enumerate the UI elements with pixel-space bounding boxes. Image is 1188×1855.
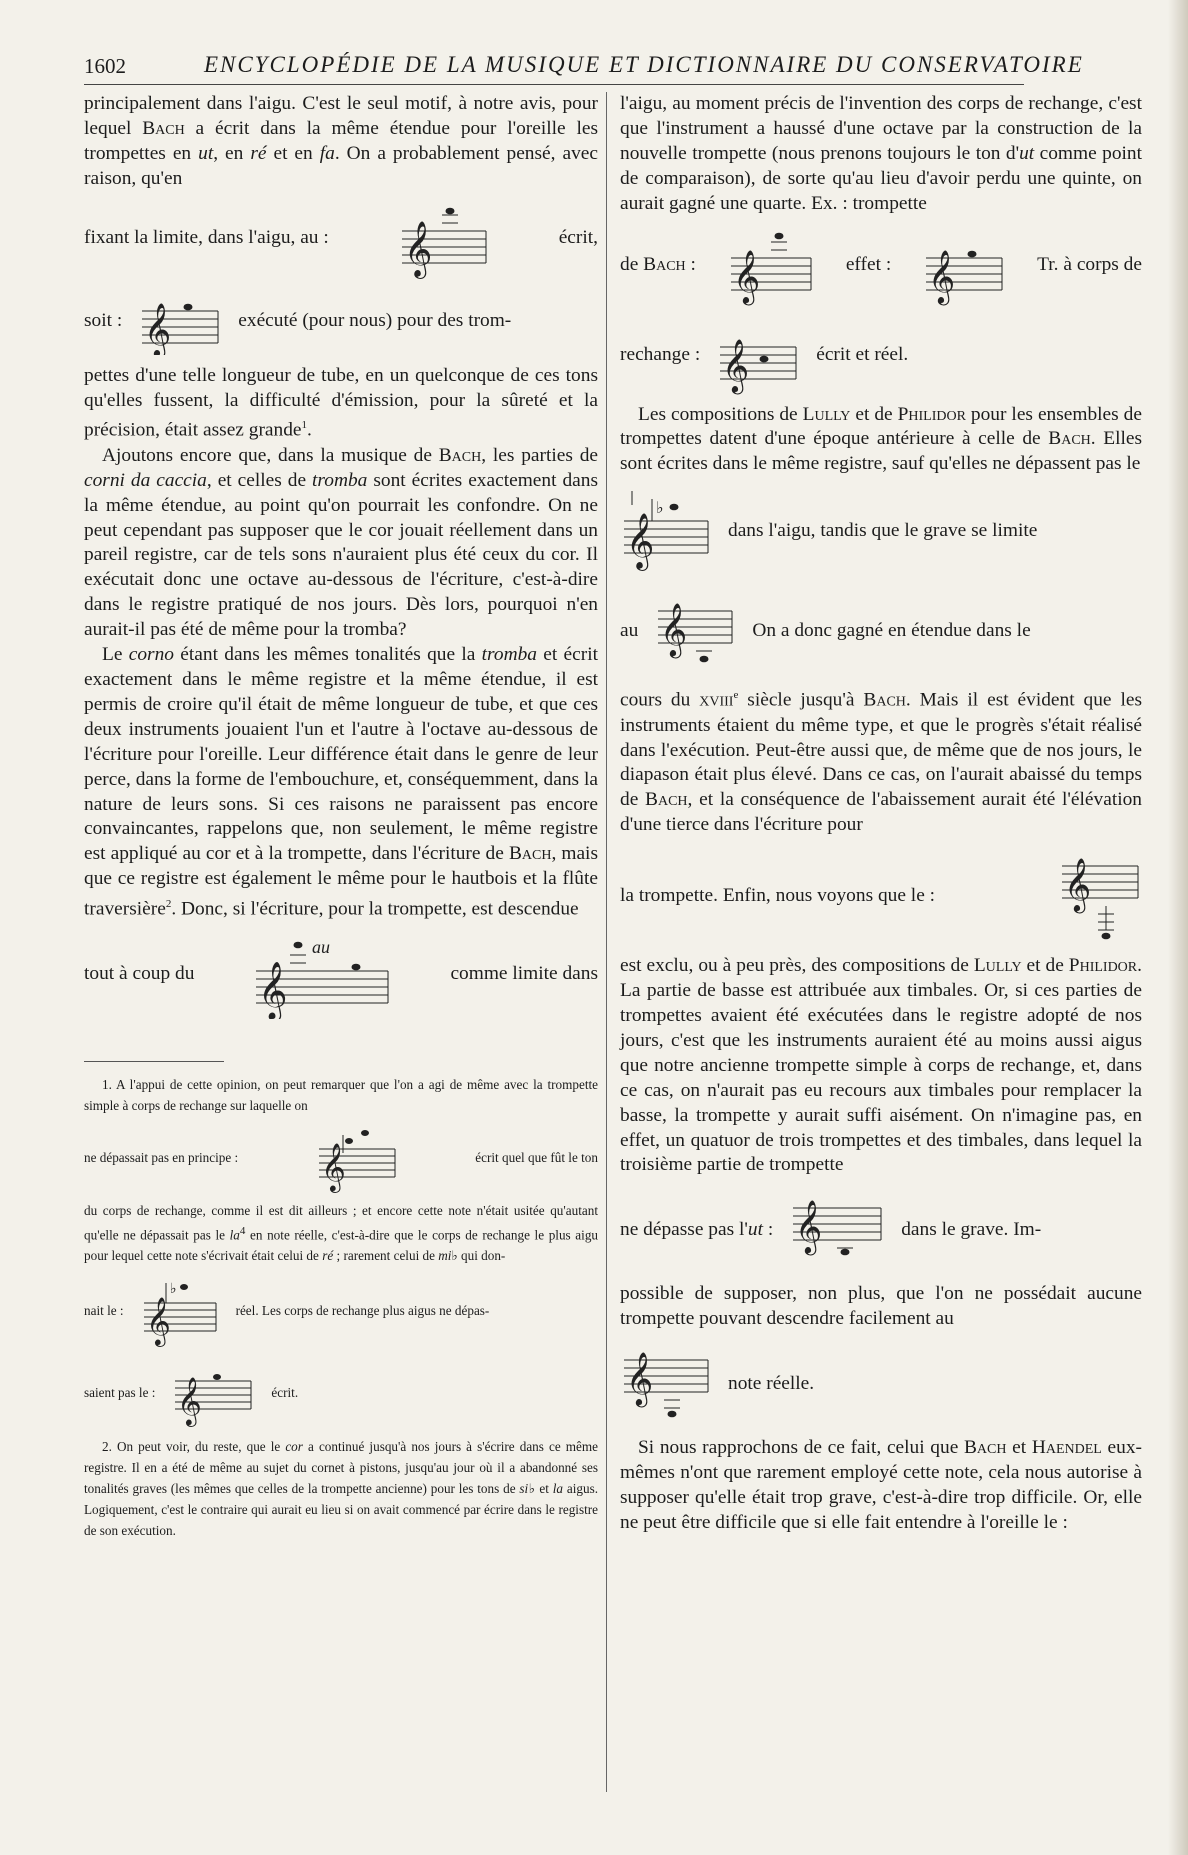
svg-text:𝄞: 𝄞 [732, 248, 761, 303]
music-example-line: ne dépasse pas l'ut : 𝄞 dans le grave. Im- [620, 1184, 1142, 1276]
page-header [84, 50, 1084, 82]
svg-text:𝄞: 𝄞 [177, 1375, 203, 1425]
music-example-line: au 𝄞 On a donc gagné en étendue dans le [620, 585, 1142, 677]
music-example-line: 𝄞 note réelle. [620, 1338, 1142, 1430]
music-example-line: fixant la limite, dans l'aigu, au : 𝄞 écrit, [84, 198, 598, 280]
footnotes [84, 1074, 598, 1541]
music-staff-icon [171, 1357, 255, 1429]
svg-text:𝄞: 𝄞 [258, 960, 288, 1019]
footnote-1: 1. A l'appui de cette opinion, on peut remarquer que l'on a agi de même avec la trompette simple à corps de rechange sur laquelle on [84, 1076, 598, 1113]
music-example-line: tout à coup du 𝄞 au comme limite dans [84, 929, 598, 1021]
svg-text:𝄞: 𝄞 [1064, 857, 1092, 912]
paragraph: Si nous rapprochons de ce fait, celui que Bach et Haendel eux-mêmes n'ont que rarement employé cette note, cela nous autorise à supposer qu'elle était trop grave, c'est-à-dire trop difficile. Or, elle ne peut être difficile que si elle fait entendre à l'oreille le : [620, 1437, 1142, 1533]
music-staff-icon [922, 226, 1006, 306]
page-edge-shadow [1168, 0, 1188, 1855]
music-staff-icon [789, 1186, 885, 1274]
music-staff-icon [620, 485, 712, 577]
column-rule [606, 92, 607, 1792]
music-staff-icon [727, 226, 815, 306]
music-staff-icon [620, 1340, 712, 1428]
right-column [620, 92, 1142, 1536]
paragraph: l'aigu, au moment précis de l'invention des corps de rechange, c'est que l'instrument a haussé d'une octave par la construction de la nouvelle trompette (nous prenons toujours le ton d'ut comme point de comparaison), de sorte qu'au lieu d'avoir perdu une quinte, on aurait gagné une quarte. Ex. : trompette [620, 93, 1142, 214]
music-example-line: la trompette. Enfin, nous voyons que le : 𝄞 [620, 844, 1142, 948]
footnote-rule [84, 1061, 224, 1062]
footnote-1-continued: du corps de rechange, comme il est dit ailleurs ; et encore cette note n'était usitée qu'autant qu'elle ne dépassait pas le $la^4$ en note réelle, c'est-à-dire que le corps de rechange le plus aigu pour lequel cette note s'écrivait était celui de ré ; rarement celui de mi♭ qui don- [84, 1202, 599, 1263]
svg-text:𝄞: 𝄞 [660, 602, 688, 657]
svg-text:𝄞: 𝄞 [145, 1295, 171, 1345]
running-title: ENCYCLOPÉDIE DE LA MUSIQUE ET DICTIONNAIRE DU CONSERVATOIRE [204, 52, 1084, 77]
paragraph: cours du xviii$^e$ siècle jusqu'à Bach. Mais il est évident que les instruments étaient du même type, et que le progrès s'était réalisé dans l'exécution. Peut-être aussi que, de même que de nos jours, le diapason était plus élevé. Dans ce cas, on l'aurait abaissé du temps de Bach, et la conséquence de l'abaissement aurait été l'élévation d'une tierce dans l'écriture pour [620, 689, 1143, 836]
svg-text:𝄞: 𝄞 [144, 301, 172, 355]
svg-text:𝄞: 𝄞 [320, 1141, 346, 1191]
svg-text:𝄞: 𝄞 [403, 220, 433, 277]
svg-text:𝄞: 𝄞 [722, 337, 750, 392]
paragraph: Les compositions de Lully et de Philidor pour les ensembles de trompettes datent d'une époque antérieure à celle de Bach. Elles sont écrites dans le même registre, sauf qu'elles ne dépassent pas le [620, 403, 1143, 475]
svg-text:𝄞: 𝄞 [626, 513, 655, 570]
au-label: au [312, 936, 331, 957]
music-example-line: 𝄞 ♭ dans l'aigu, tandis que le grave se limite [620, 483, 1142, 579]
music-staff-icon [716, 317, 800, 395]
music-staff-icon [252, 931, 392, 1019]
paragraph: est exclu, ou à peu près, des compositions de Lully et de Philidor. La partie de basse est attribuée aux timbales. Or, si ces parties de trompettes avaient été exécutées dans le registre adopté de nos jours, c'est que les instruments auraient été au moins aussi aigus que notre ancienne trompette simple à corps de rechange, et, dans ce cas, on n'aurait pas eu recours aux timbales pour remplacer la basse, la trompette y aurait suffi aisément. On n'imagine pas, en effet, un quatuor de trois trompettes et des timbales, dans lequel la troisième partie de trompette [620, 955, 1142, 1176]
paragraph: possible de supposer, non plus, que l'on ne possédait aucune trompette pouvant descendre facilement au [620, 1283, 1142, 1330]
music-staff-icon [398, 199, 490, 279]
svg-text:𝄞: 𝄞 [928, 248, 956, 303]
page-number: 1602 [84, 54, 126, 78]
svg-text:♭: ♭ [169, 1280, 177, 1297]
paragraph: principalement dans l'aigu. C'est le seul motif, à notre avis, pour lequel Bach a écrit dans la même étendue pour l'oreille les trompettes en ut, en ré et en fa. On a probablement pensé, avec raison, qu'en [84, 93, 598, 189]
footnote-music-line: saient pas le : 𝄞 écrit. [84, 1356, 598, 1430]
paragraph: Le corno étant dans les mêmes tonalités que la tromba et écrit exactement dans le même registre et la même étendue, il est permis de croire qu'il était de même longueur de tube, et que ces deux instruments jouaient l'un et l'autre à l'octave au-dessous de l'écriture pour l'oreille. Leur différence était dans le genre de leur perce, dans la forme de l'embouchure, et, conséquemment, dans la nature de leurs sons. Si ces raisons ne paraissent pas encore convaincantes, rappelons que, non seulement, le même registre est appliqué au cor et à la trompette, dans l'écriture de Bach, mais que ce registre est également le même pour le hautbois et la flûte traversière$^2$. Donc, si l'écriture, pour la trompette, est descendue [84, 644, 598, 920]
paragraph: Ajoutons encore que, dans la musique de Bach, les parties de corni da caccia, et celles de tromba sont écrites exactement dans la même étendue, au point qu'on pourrait les confondre. On ne peut cependant pas supposer que le cor jouait réellement dans un pareil registre, car de tels sons n'auraient plus été ceux du cor. Il exécutait donc une octave au-dessous de l'écriture, c'est-à-dire dans le registre pratiqué de nos jours. Dès lors, pourquoi n'en aurait-il pas été de même pour la tromba? [84, 444, 598, 641]
music-staff-icon [138, 289, 222, 355]
header-rule [84, 84, 1024, 85]
left-column [84, 92, 598, 1541]
music-staff-icon [140, 1273, 220, 1349]
svg-text:𝄞: 𝄞 [795, 1199, 823, 1254]
music-staff-icon [1058, 846, 1142, 946]
music-staff-icon [315, 1123, 399, 1193]
footnote-2: 2. On peut voir, du reste, que le cor a continué jusqu'à nos jours à s'écrire dans ce même registre. Il en a été de même au sujet du cornet à pistons, jusqu'au jour où il a abandonné ses tonalités graves (les mêmes que celles de la trompette ancienne) pour les tons de si♭ et la aigus. Logiquement, c'est le contraire qui aurait eu lieu si on avait commencé par écrire dans le registre de son exécution. [84, 1438, 598, 1538]
music-example-line: de Bach : 𝄞 effet : 𝄞 Tr. à corps de [620, 223, 1142, 309]
paragraph: pettes d'une telle longueur de tube, en un quelconque de ces tons qu'elles fussent, la difficulté d'émission, pour la sûreté et la précision, était assez grande$^1$. [84, 364, 598, 441]
music-example-line: rechange : 𝄞 écrit et réel. [620, 315, 1142, 397]
footnote-music-line: nait le : 𝄞 ♭ réel. Les corps de rechange plus aigus ne dépas- [84, 1272, 598, 1350]
svg-text:𝄞: 𝄞 [626, 1351, 654, 1406]
footnote-music-line: ne dépassait pas en principe : 𝄞 écrit quel que fût le ton [84, 1122, 598, 1194]
music-example-line: soit : 𝄞 exécuté (pour nous) pour des trom- [84, 286, 598, 358]
music-staff-icon [654, 587, 736, 675]
svg-text:♭: ♭ [656, 498, 664, 518]
